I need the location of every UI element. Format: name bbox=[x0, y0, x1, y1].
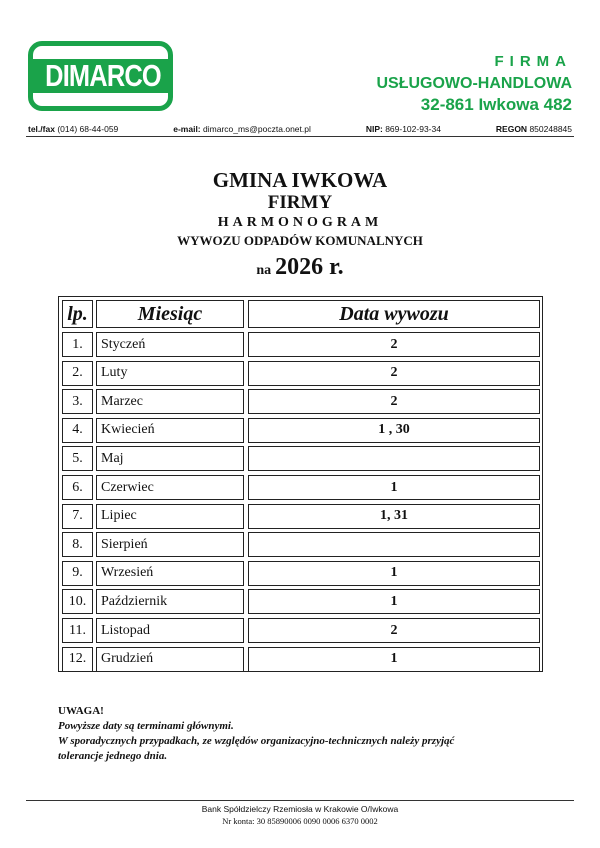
row-date: 2 bbox=[248, 618, 540, 643]
logo-text: DIMARCO bbox=[45, 58, 161, 93]
row-date: 2 bbox=[248, 389, 540, 414]
firm-address-block bbox=[376, 52, 572, 116]
row-month: Grudzień bbox=[96, 647, 244, 672]
row-date: 1 bbox=[248, 475, 540, 500]
row-date: 2 bbox=[248, 361, 540, 386]
row-month: Marzec bbox=[96, 389, 244, 414]
header-month: Miesiąc bbox=[96, 300, 244, 328]
row-month: Luty bbox=[96, 361, 244, 386]
row-month: Październik bbox=[96, 589, 244, 614]
year-prefix: na bbox=[256, 263, 272, 278]
row-date: 1, 31 bbox=[248, 504, 540, 529]
row-lp: 11. bbox=[62, 618, 93, 643]
row-date bbox=[248, 532, 540, 557]
row-lp: 6. bbox=[62, 475, 93, 500]
contact-line bbox=[28, 124, 572, 134]
tel-value: (014) 68-44-059 bbox=[57, 124, 119, 134]
header-divider bbox=[26, 136, 574, 137]
row-month: Kwiecień bbox=[96, 418, 244, 443]
email bbox=[173, 124, 311, 134]
note-line-1: Powyższe daty są terminami głównymi. bbox=[58, 720, 234, 732]
regon bbox=[496, 124, 572, 134]
row-lp: 10. bbox=[62, 589, 93, 614]
title-gmina: GMINA IWKOWA bbox=[212, 168, 388, 192]
row-month: Styczeń bbox=[96, 332, 244, 357]
tel-fax bbox=[28, 124, 118, 134]
firm-line-1: FIRMA bbox=[494, 53, 572, 70]
row-month: Sierpień bbox=[96, 532, 244, 557]
nip-value: 869-102-93-34 bbox=[385, 124, 441, 134]
row-lp: 8. bbox=[62, 532, 93, 557]
row-lp: 4. bbox=[62, 418, 93, 443]
row-lp: 5. bbox=[62, 446, 93, 471]
note-line-2: W sporadycznych przypadkach, ze względów organizacyjno-technicznych należy przyjąć bbox=[58, 735, 455, 747]
header-date: Data wywozu bbox=[248, 300, 540, 328]
row-lp: 12. bbox=[62, 647, 93, 672]
header-lp: lp. bbox=[62, 300, 93, 328]
bank-name: Bank Spółdzielczy Rzemiosła w Krakowie O/Iwkowa bbox=[201, 804, 399, 814]
title-year-line bbox=[0, 254, 600, 281]
nip bbox=[366, 124, 441, 134]
row-lp: 3. bbox=[62, 389, 93, 414]
row-date: 2 bbox=[248, 332, 540, 357]
row-lp: 7. bbox=[62, 504, 93, 529]
note-line-3: tolerancje jednego dnia. bbox=[58, 750, 168, 762]
row-date: 1 , 30 bbox=[248, 418, 540, 443]
row-lp: 2. bbox=[62, 361, 93, 386]
email-label: e-mail: bbox=[173, 124, 201, 134]
row-month: Lipiec bbox=[96, 504, 244, 529]
row-date: 1 bbox=[248, 561, 540, 586]
note-title: UWAGA! bbox=[58, 705, 104, 717]
firm-line-3: 32-861 Iwkowa 482 bbox=[420, 95, 572, 114]
year-value: 2026 r. bbox=[275, 254, 344, 280]
row-month: Maj bbox=[96, 446, 244, 471]
dimarco-logo bbox=[28, 41, 173, 111]
title-harmonogram: HARMONOGRAM bbox=[217, 215, 383, 230]
bank-account: Nr konta: 30 85890006 0090 0006 6370 0002 bbox=[222, 816, 378, 826]
firm-line-2: USŁUGOWO-HANDLOWA bbox=[376, 75, 572, 92]
row-lp: 9. bbox=[62, 561, 93, 586]
schedule-table bbox=[58, 296, 543, 672]
regon-value: 850248845 bbox=[529, 124, 572, 134]
row-month: Wrzesień bbox=[96, 561, 244, 586]
email-value: dimarco_ms@poczta.onet.pl bbox=[203, 124, 311, 134]
nip-label: NIP: bbox=[365, 124, 383, 134]
footer-divider bbox=[26, 800, 574, 801]
regon-label: REGON bbox=[495, 124, 528, 134]
title-subtitle: WYWOZU ODPADÓW KOMUNALNYCH bbox=[177, 233, 423, 248]
row-month: Listopad bbox=[96, 618, 244, 643]
row-date bbox=[248, 446, 540, 471]
row-date: 1 bbox=[248, 647, 540, 672]
tel-label: tel./fax bbox=[28, 124, 55, 134]
row-lp: 1. bbox=[62, 332, 93, 357]
title-firmy: FIRMY bbox=[267, 192, 333, 213]
row-date: 1 bbox=[248, 589, 540, 614]
row-month: Czerwiec bbox=[96, 475, 244, 500]
